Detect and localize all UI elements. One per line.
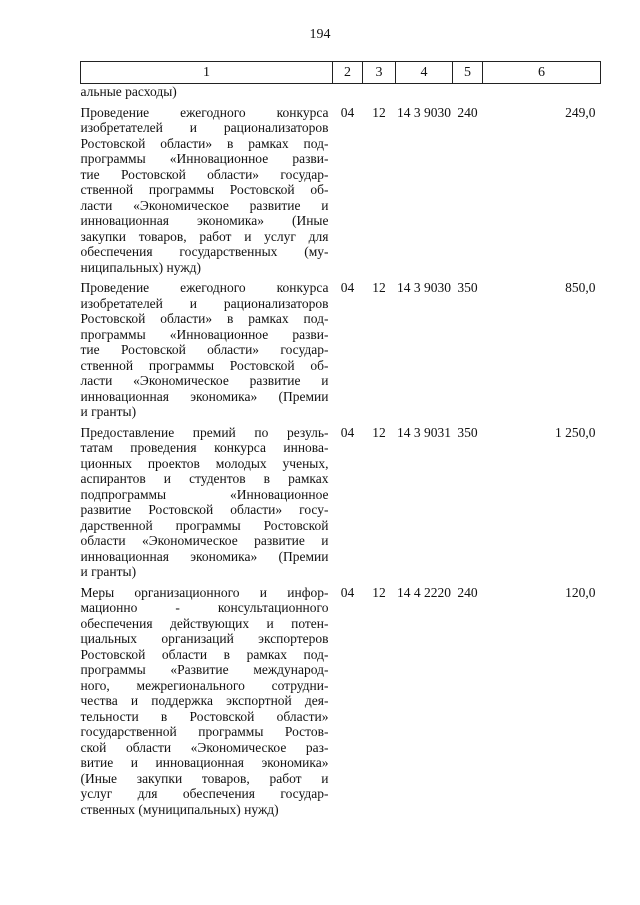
description-line: ласти «Экономическое развитие и [80, 197, 329, 213]
description-line: мационно - консультационного [80, 600, 329, 615]
description-line: изобретателей и рационализаторов [80, 295, 329, 311]
amount: 1 250,0 [555, 424, 596, 440]
column-header-4: 4 [396, 62, 453, 84]
description-line: программы «Инновационное разви- [80, 151, 329, 166]
description-line: ционных проектов молодых ученых, [80, 455, 329, 471]
column-header-1: 1 [81, 62, 333, 84]
description-line: Предоставление премий по резуль- [80, 424, 329, 440]
description-line: тие Ростовской области» государ- [80, 166, 329, 182]
row-description [81, 580, 333, 818]
subsection-code: 12 [372, 424, 386, 440]
description-line: и гранты) [80, 564, 137, 579]
description-line: чества и поддержка экспортной дея- [80, 693, 329, 708]
description-line: Ростовской области» в рамках под- [80, 135, 329, 151]
description-line: ственной программы Ростовской об- [80, 182, 329, 197]
description-line: дарственной программы Ростовской [80, 517, 329, 533]
description-line: ственной программы Ростовской об- [80, 357, 329, 373]
description-line: (Иные закупки товаров, работ и [80, 770, 329, 786]
description-line: витие и инновационная экономика» [80, 755, 329, 770]
description-line: тельности в Ростовской области» [80, 708, 329, 724]
amount: 249,0 [565, 104, 596, 120]
section-code: 04 [340, 104, 355, 120]
description-line: ственных (муниципальных) нужд) [80, 801, 279, 817]
budget-table [80, 61, 601, 817]
description-line: Меры организационного и инфор- [80, 584, 329, 600]
table-rows [81, 100, 601, 818]
row-description [81, 100, 333, 276]
expense-type-code: 240 [457, 584, 478, 600]
description-line: государственной программы Ростов- [80, 724, 329, 739]
subsection-code: 12 [372, 280, 386, 295]
subsection-code: 12 [372, 104, 386, 120]
expense-type-code: 350 [457, 424, 478, 440]
description-line: Проведение ежегодного конкурса [80, 104, 329, 120]
description-line: программы «Инновационное разви- [80, 326, 329, 342]
description-line: инновационная экономика» (Премии [80, 548, 329, 564]
section-code: 04 [340, 280, 355, 295]
description-line: закупки товаров, работ и услуг для [80, 228, 329, 244]
amount: 850,0 [565, 280, 596, 295]
column-header-5: 5 [453, 62, 483, 84]
subsection-code: 12 [372, 584, 386, 600]
description-line: области «Экономическое развитие и [80, 533, 329, 548]
description-line: ниципальных) нужд) [80, 259, 202, 275]
description-line: циальных организаций экспортеров [80, 631, 329, 646]
row-description [81, 420, 333, 580]
description-line: обеспечения государственных (му- [80, 244, 329, 259]
description-line: подпрограммы «Инновационное [80, 486, 329, 502]
column-header-2: 2 [333, 62, 363, 84]
section-code: 04 [340, 584, 355, 600]
description-line: инновационная экономика» (Премии [80, 388, 329, 404]
description-line: услуг для обеспечения государ- [80, 786, 329, 801]
expense-type-code: 240 [457, 104, 478, 120]
description-line: Ростовской области в рамках под- [80, 646, 329, 662]
amount: 120,0 [565, 584, 596, 600]
continuation-text: альные расходы) [80, 84, 177, 99]
description-line: развитие Ростовской области» госу- [80, 502, 329, 517]
target-article-code: 14 3 9030 [397, 104, 451, 120]
description-line: ного, межрегионального сотрудни- [80, 677, 329, 693]
table-row [81, 275, 601, 420]
section-code: 04 [340, 424, 355, 440]
target-article-code: 14 3 9030 [397, 280, 451, 295]
description-line: ской области «Экономическое раз- [80, 739, 329, 755]
column-header-6: 6 [483, 62, 601, 84]
target-article-code: 14 3 9031 [397, 424, 451, 440]
target-article-code: 14 4 2220 [397, 584, 451, 600]
description-line: и гранты) [80, 404, 137, 419]
page-number: 194 [309, 27, 331, 42]
table-row [81, 100, 601, 276]
row-description [81, 275, 333, 420]
expense-type-code: 350 [457, 280, 478, 295]
table-row [81, 580, 601, 818]
description-line: обеспечения действующих и потен- [80, 615, 329, 631]
description-line: ласти «Экономическое развитие и [80, 373, 329, 388]
description-line: аспирантов и студентов в рамках [80, 471, 329, 486]
description-line: изобретателей и рационализаторов [80, 120, 329, 135]
description-line: тие Ростовской области» государ- [80, 342, 329, 357]
description-line: программы «Развитие международ- [80, 662, 329, 677]
table-header-row [81, 62, 601, 84]
description-line: Проведение ежегодного конкурса [80, 280, 329, 295]
description-line: инновационная экономика» (Иные [80, 213, 329, 228]
description-line: Ростовской области» в рамках под- [80, 311, 329, 326]
continuation-row [81, 84, 601, 100]
description-line: татам проведения конкурса иннова- [80, 440, 329, 455]
column-header-3: 3 [363, 62, 396, 84]
table-row [81, 420, 601, 580]
